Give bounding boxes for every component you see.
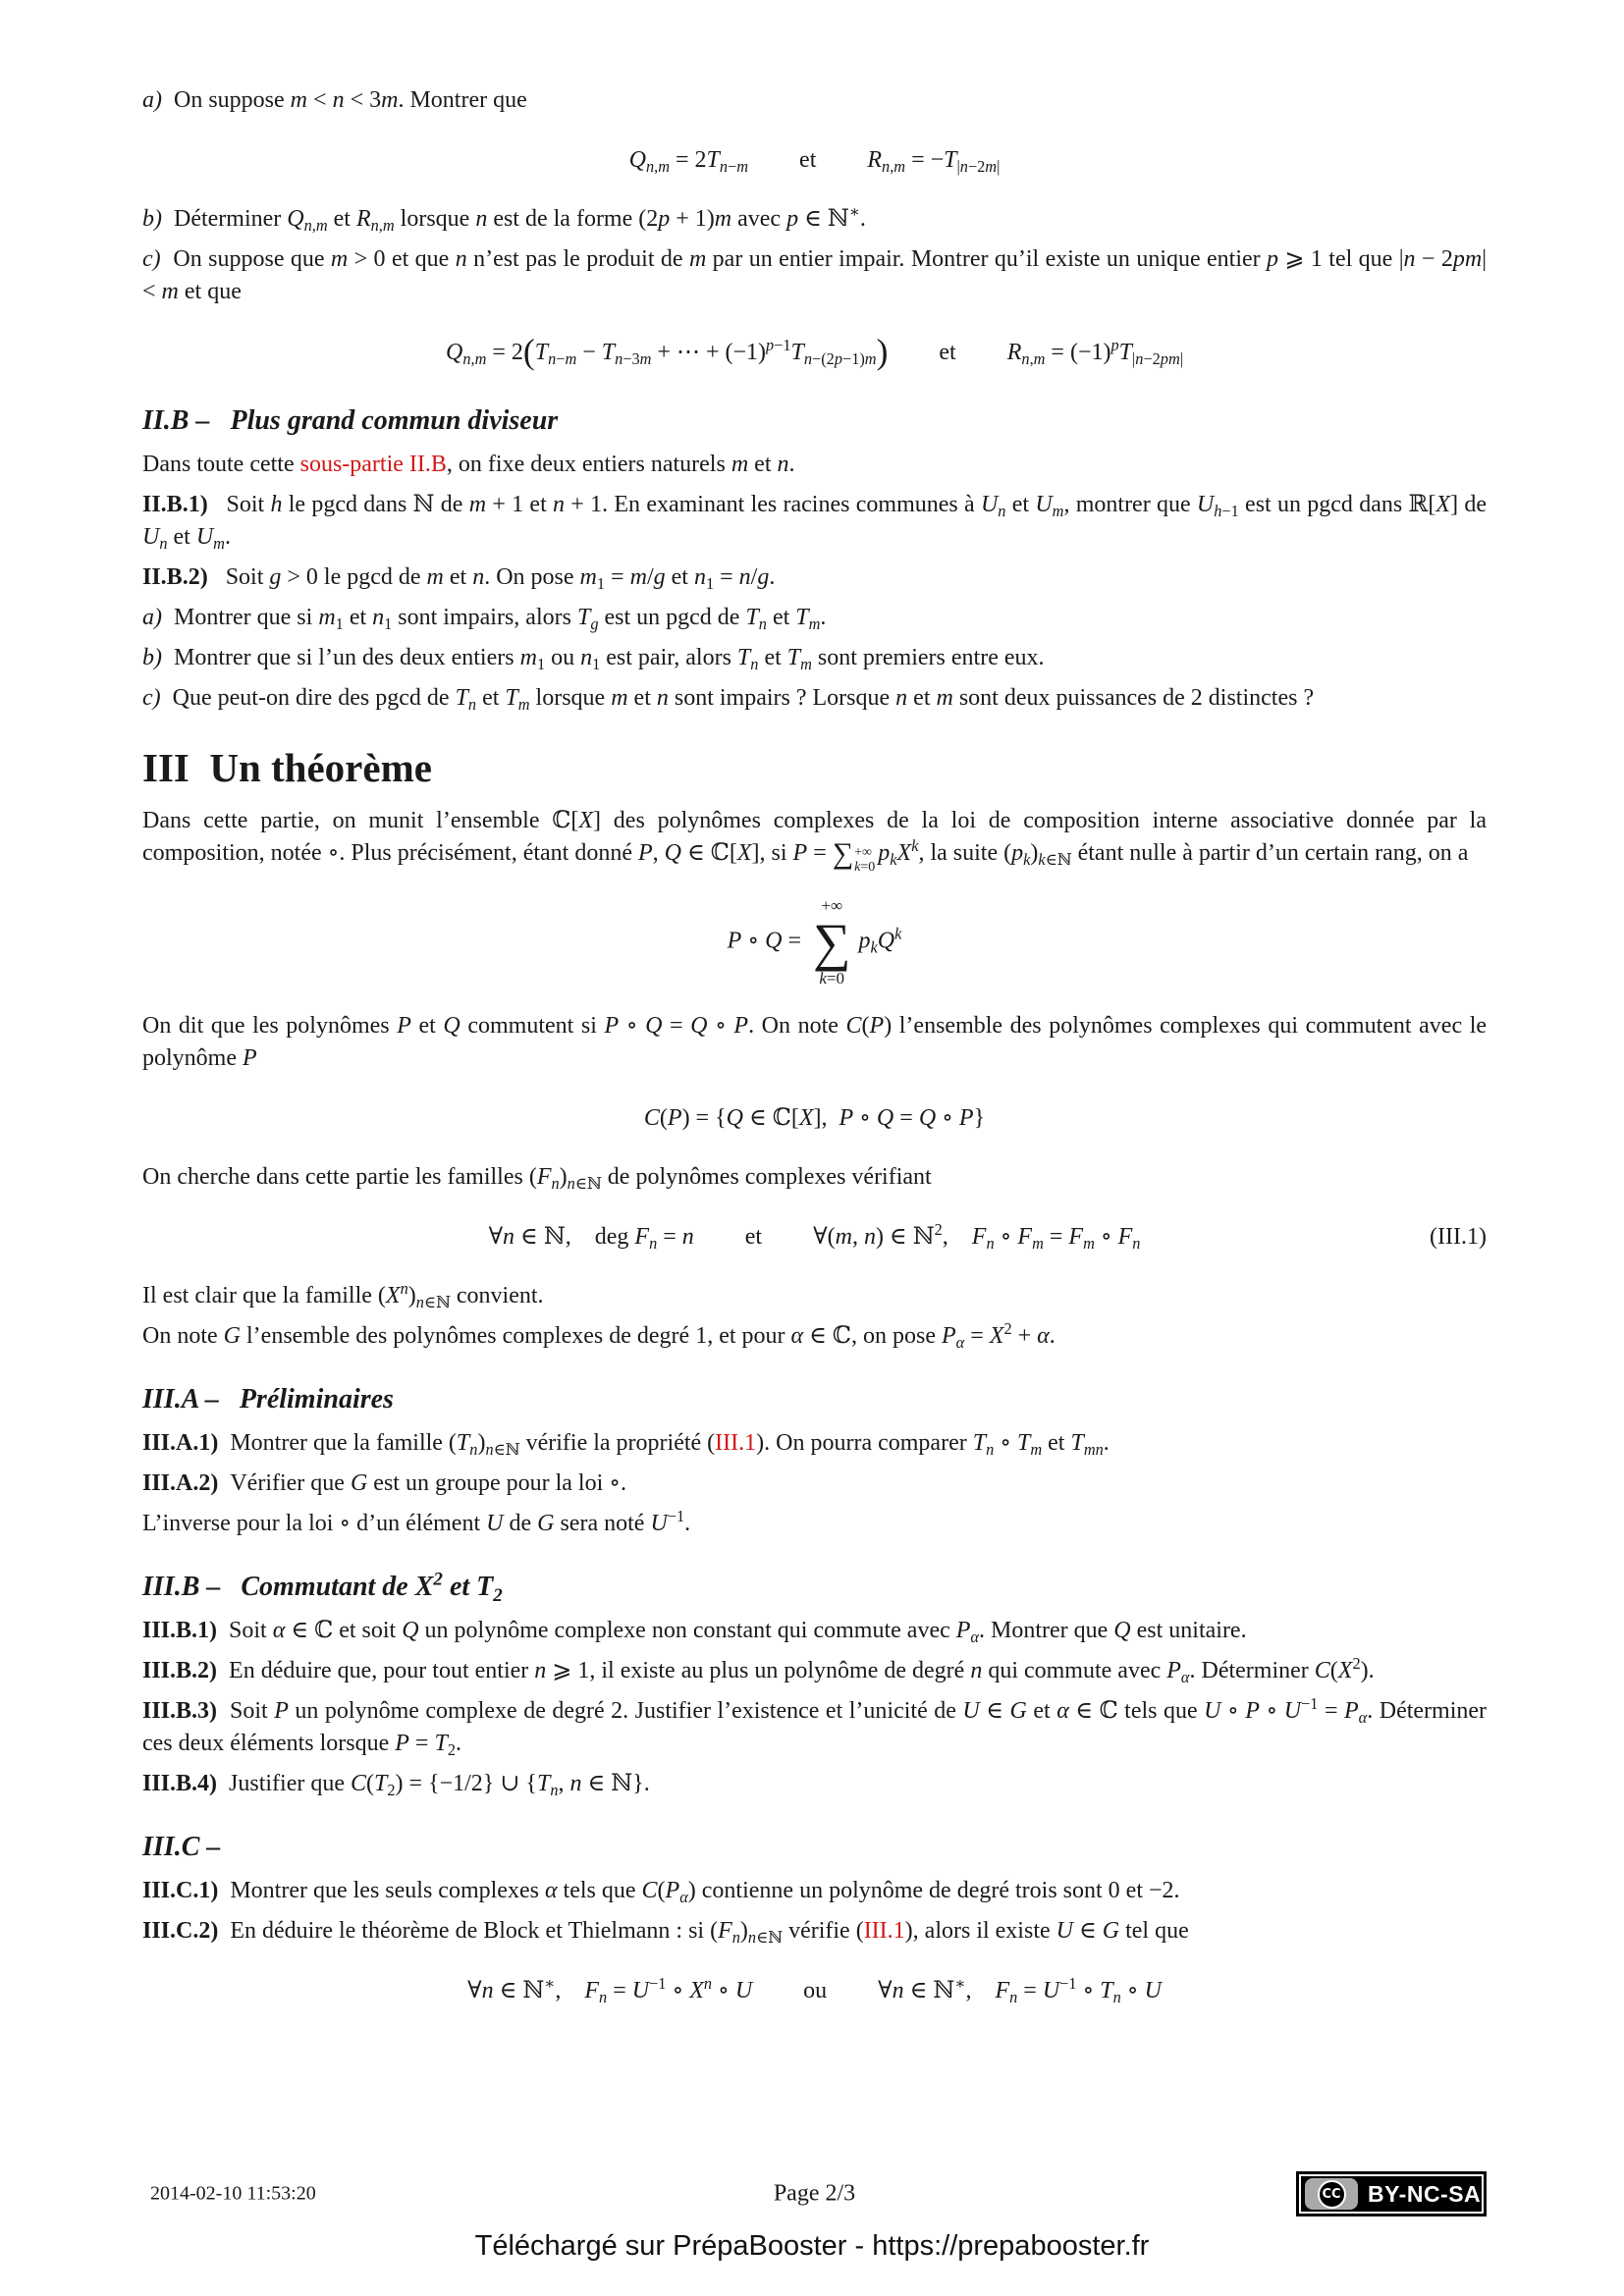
- question-IIIB2: III.B.2) En déduire que, pour tout entier n ⩾ 1, il existe au plus un polynôme de degré n qui commute avec $P_\alpha$. Déterminer $C(X^2)$.: [142, 1653, 1375, 1686]
- formula-III1: [142, 1215, 1487, 1258]
- heading-IIIA: III.A – Préliminaires: [142, 1383, 394, 1415]
- cc-license-badge[interactable]: [1296, 2171, 1487, 2216]
- cc-chip: [1305, 2178, 1358, 2210]
- question-IIIC2: III.C.2) En déduire le théorème de Block et Thielmann : si $(F_n)_{n\in ℕ}$ vérifie (III.1), alors il existe U ∈ G tel que: [142, 1917, 1189, 1947]
- ref-III1-link-2[interactable]: III.1: [863, 1917, 905, 1944]
- cc-license-label: BY-NC-SA: [1368, 2180, 1482, 2207]
- heading-IIIB: III.B – Commutant de $X^2$ et $T_2$: [142, 1569, 503, 1606]
- page-content: [142, 0, 1487, 2034]
- page-footer: [142, 2169, 1487, 2218]
- question-IIB2-a: a) Montrer que si $m_1$ et $n_1$ sont impairs, alors $T_g$ est un pgcd de $T_n$ et $T_m$.: [142, 604, 827, 633]
- question-IIIB1: III.B.1) Soit α ∈ ℂ et soit Q un polynôme complexe non constant qui commute avec $P_\alpha$. Montrer que Q est unitaire.: [142, 1617, 1247, 1646]
- formula-Q-R-simple: $Q_{n,m} = 2T_{n-m}$ et $R_{n,m} = -T_{|n-2m|}$: [628, 147, 1001, 177]
- formula-block-thielmann: ∀n ∈ ℕ∗, $F_n = U^{-1}$ ∘ $X^n$ ∘ U ou ∀n ∈ ℕ∗, $F_n = U^{-1}$ ∘ $T_n$ ∘ U: [467, 1973, 1162, 2006]
- question-II-b: b) Déterminer $Q_{n,m}$ et $R_{n,m}$ lorsque n est de la forme (2p + 1)m avec p ∈ ℕ∗.: [142, 202, 866, 236]
- ref-III1-link-1[interactable]: III.1: [715, 1429, 757, 1456]
- formula-III1-body: ∀n ∈ ℕ, deg $F_n = n$ et ∀(m, n) ∈ ℕ$^2$, $F_n$ ∘ $F_m = F_m$ ∘ $F_n$: [488, 1219, 1141, 1253]
- formula-commutant-set: C(P) = {Q ∈ ℂ[X], P ∘ Q = Q ∘ P}: [643, 1104, 986, 1131]
- question-IIIB4: III.B.4) Justifier que $C(T_2) = \{-1/2\}$ ∪ {$T_n$, n ∈ ℕ}.: [142, 1770, 650, 1799]
- question-IIIA1: III.A.1) Montrer que la famille $(T_n)_{n\in ℕ}$ vérifie la propriété (III.1). On pourra comparer $T_n$ ∘ $T_m$ et $T_{mn}$.: [142, 1429, 1110, 1459]
- download-watermark: Téléchargé sur PrépaBooster - https://prepabooster.fr: [474, 2230, 1150, 2262]
- question-IIIC1: III.C.1) Montrer que les seuls complexes α tels que $C(P_\alpha)$ contienne un polynôme de degré trois sont 0 et −2.: [142, 1877, 1180, 1906]
- heading-IIB: II.B – Plus grand commun diviseur: [142, 404, 559, 436]
- equation-tag-III1: (III.1): [1430, 1223, 1487, 1250]
- heading-III: III Un théorème: [142, 744, 432, 790]
- para-familles: On cherche dans cette partie les familles $(F_n)_{n\in ℕ}$ de polynômes complexes vérifiant: [142, 1163, 932, 1193]
- question-IIB2-c: c) Que peut-on dire des pgcd de $T_n$ et $T_m$ lorsque m et n sont impairs ? Lorsque n et m sont deux puissances de 2 distinctes ?: [142, 684, 1315, 714]
- question-IIB1: II.B.1) Soit h le pgcd dans ℕ de m + 1 et n + 1. En examinant les racines communes à $U_n$ et $U_m$, montrer que $U_{h-1}$ est un pgcd dans ℝ[X] de $U_n$ et $U_m$.: [142, 491, 1488, 553]
- para-famille-Xn: Il est clair que la famille $(X^n)_{n\in ℕ}$ convient.: [142, 1278, 544, 1311]
- formula-composition-sum: P ∘ Q = +∞ ∑ k=0 $p_kQ^k$: [727, 895, 902, 988]
- para-note-G: On note G l’ensemble des polynômes complexes de degré 1, et pour α ∈ ℂ, on pose $P_\alpha = X^2 + \alpha$.: [142, 1318, 1056, 1352]
- para-commutent: On dit que les polynômes P et Q commutent si P ∘ Q = Q ∘ P. On note C(P) l’ensemble des polynômes complexes qui commutent avec le polynôme P: [142, 1012, 1488, 1071]
- question-IIB2: II.B.2) Soit g > 0 le pgcd de m et n. On pose $m_1 = m/g$ et $n_1 = n/g$.: [142, 563, 776, 593]
- question-IIIB3: III.B.3) Soit P un polynôme complexe de degré 2. Justifier l’existence et l’unicité de U ∈ G et α ∈ ℂ tels que U ∘ P ∘ $U^{-1} = P_\alpha$. Déterminer ces deux éléments lorsque $P = T_2$.: [142, 1693, 1488, 1759]
- question-II-a: a) On suppose m < n < 3m. Montrer que: [142, 87, 527, 113]
- heading-IIIC: III.C –: [142, 1831, 221, 1862]
- link-sous-partie-IIB[interactable]: sous-partie II.B: [299, 451, 447, 477]
- question-IIIA2: III.A.2) Vérifier que G est un groupe pour la loi ∘.: [142, 1469, 627, 1496]
- formula-Q-R-general: $Q_{n,m} = 2(T_{n-m} - T_{n-3m}$ + ⋯ + $(-1)^{p-1}T_{n-(2p-1)m}$) et $R_{n,m} = (-1)^pT_{|n-2pm|}$: [445, 332, 1184, 371]
- question-II-c: c) On suppose que m > 0 et que n n’est pas le produit de m par un entier impair. Montrer qu’il existe un unique entier p ⩾ 1 tel que |n − 2pm| < m et que: [142, 246, 1487, 304]
- page-number: Page 2/3: [773, 2180, 856, 2207]
- para-inverse: L’inverse pour la loi ∘ d’un élément U de G sera noté $U^{-1}$.: [142, 1506, 691, 1536]
- para-IIB-intro: Dans toute cette sous-partie II.B, on fixe deux entiers naturels m et n.: [142, 451, 795, 477]
- footer-timestamp: 2014-02-10 11:53:20: [150, 2182, 316, 2205]
- cc-icon: CC: [1318, 2180, 1346, 2209]
- question-IIB2-b: b) Montrer que si l’un des deux entiers $m_1$ ou $n_1$ est pair, alors $T_n$ et $T_m$ sont premiers entre eux.: [142, 644, 1045, 673]
- para-III-intro: Dans cette partie, on munit l’ensemble ℂ[X] des polynômes complexes de la loi de composition interne associative donnée par la composition, notée ∘. Plus précisément, étant donné P, Q ∈ ℂ[X], si P = ∑ +∞ k=0 $p_kX^k$, la suite $(p_k)_{k\in ℕ}$ étant nulle à partir d’un certain rang, on a: [142, 807, 1488, 875]
